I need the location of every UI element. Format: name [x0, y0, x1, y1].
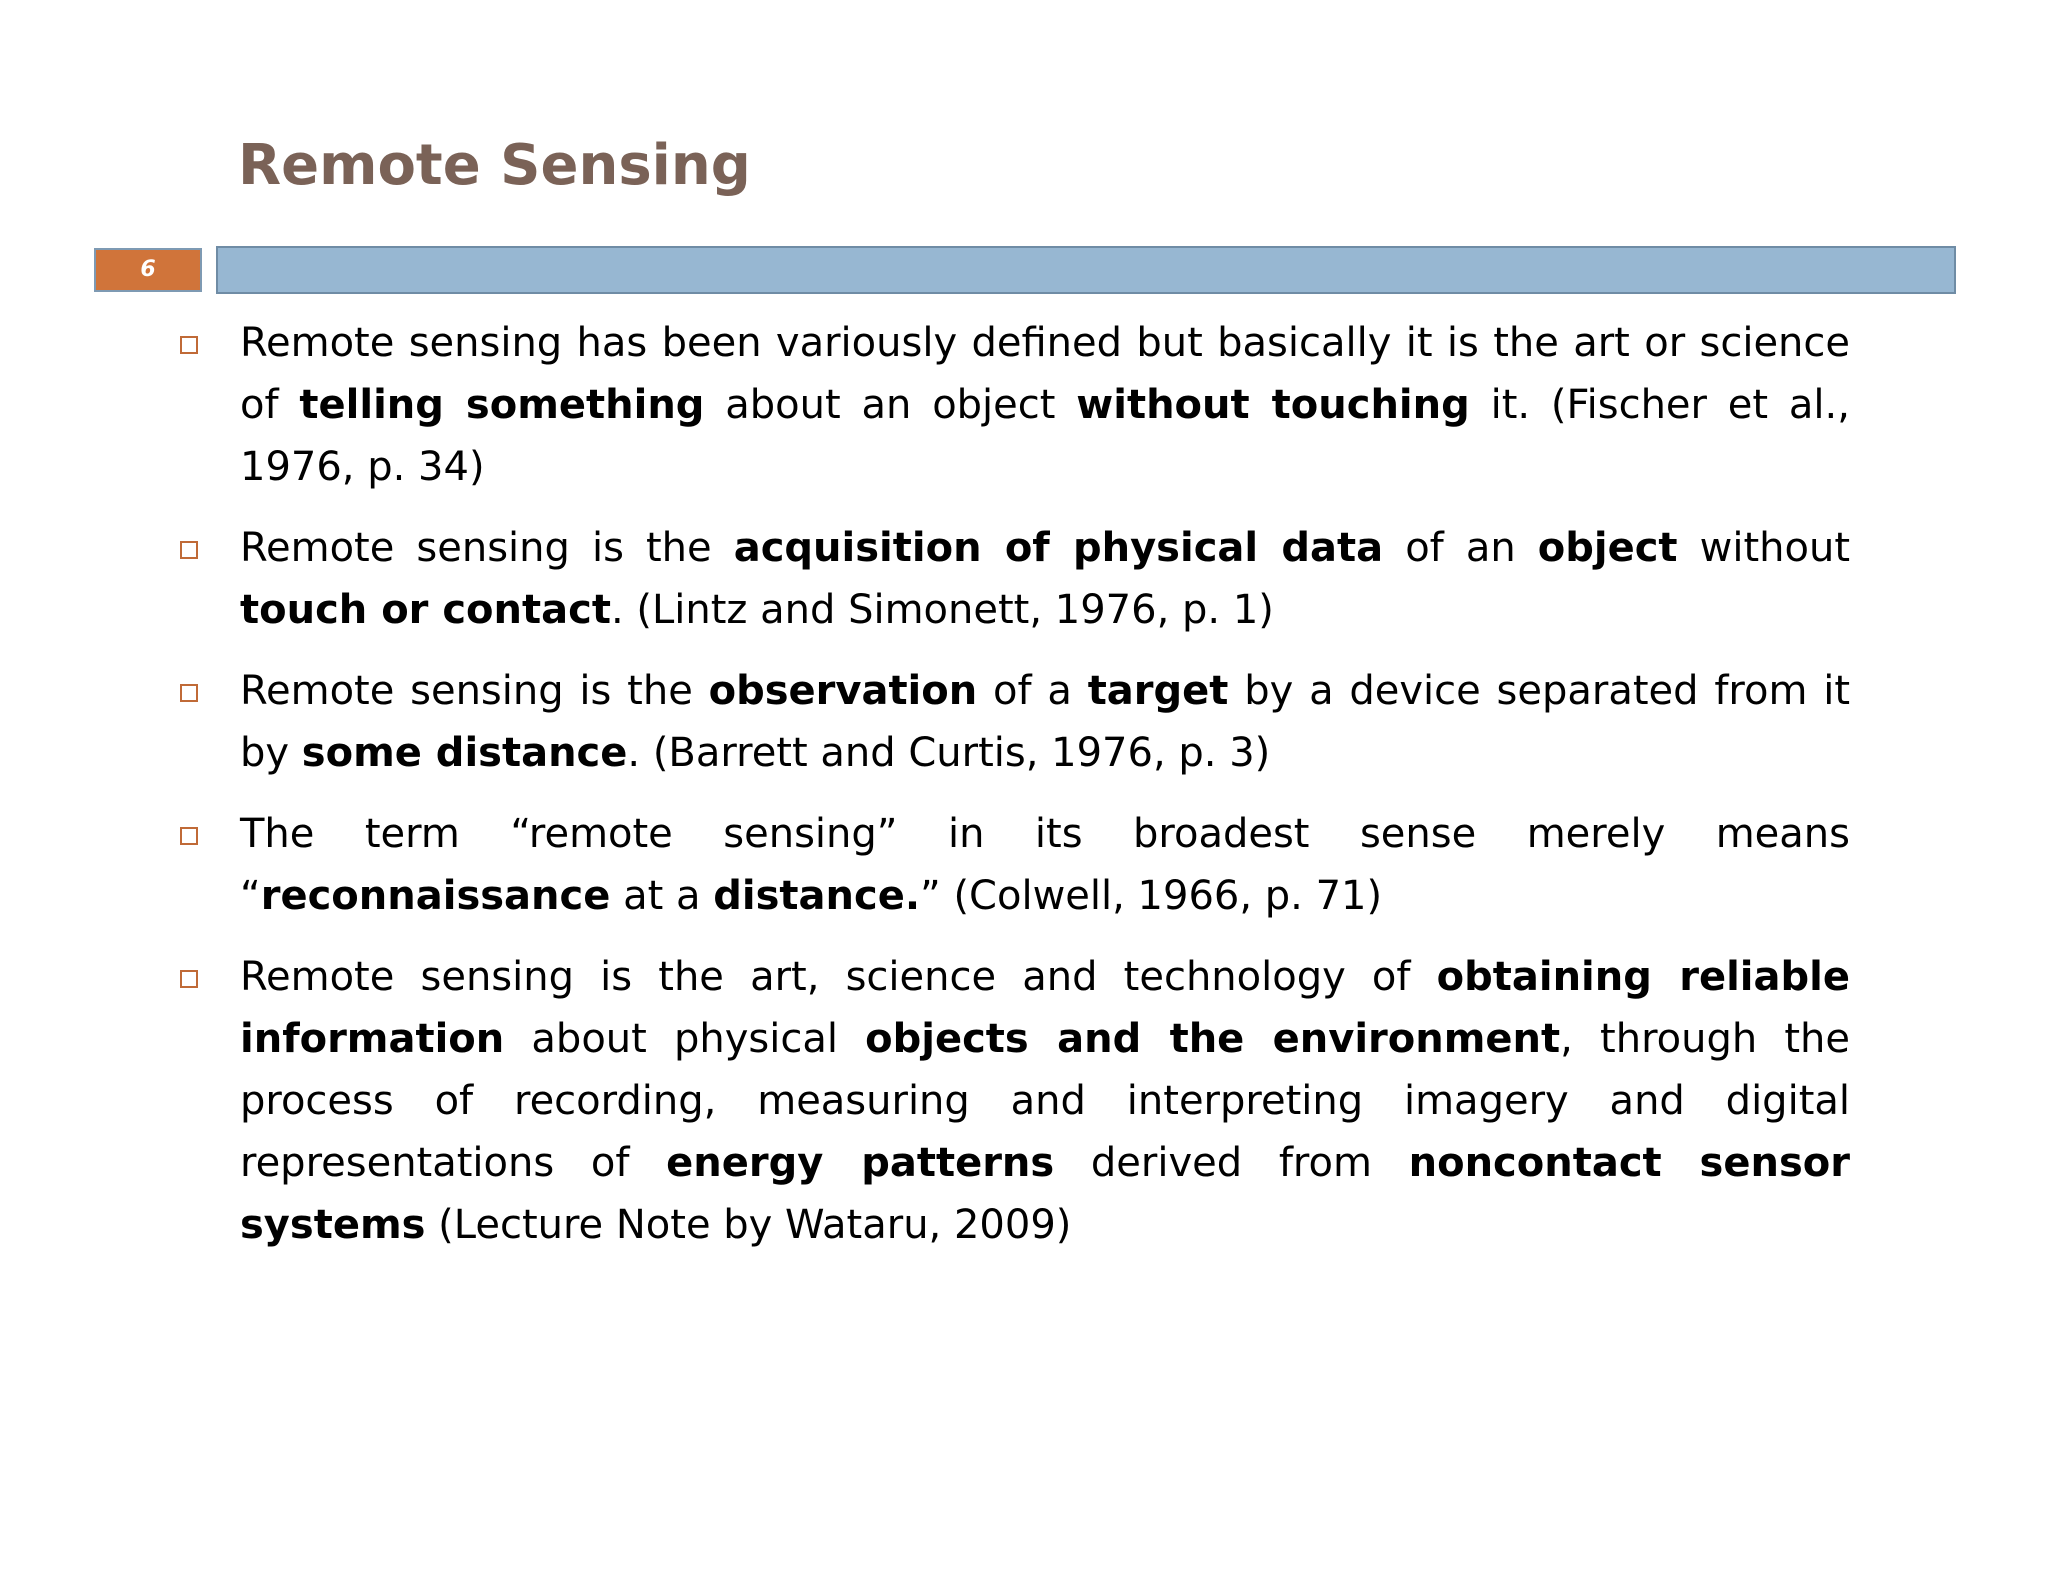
bullet-text: Remote sensing is the acquisition of physical data of an object without touch or contact. (Lintz and Simonett, 1976, p. 1)	[240, 525, 1851, 633]
bullet-item-5	[174, 946, 1850, 1256]
square-bullet-icon	[180, 970, 198, 988]
title-bar	[216, 246, 1956, 294]
bullet-item-2	[174, 517, 1850, 641]
square-bullet-icon	[180, 336, 198, 354]
bullet-item-4	[174, 803, 1850, 927]
square-bullet-icon	[180, 541, 198, 559]
bullet-text: Remote sensing is the art, science and technology of obtaining reliable information about physical objects and the environment, through the process of recording, measuring and interpreting imagery and digital representations of energy patterns derived from noncontact sensor systems (Lecture Note by Wataru, 2009)	[240, 954, 1850, 1248]
bullet-list	[174, 312, 1850, 1275]
bullet-text: Remote sensing has been variously defined but basically it is the art or science of telling something about an object without touching it. (Fischer et al., 1976, p. 34)	[240, 320, 1850, 490]
bullet-item-3	[174, 660, 1850, 784]
bullet-text: The term “remote sensing” in its broadest sense merely means “reconnaissance at a distance.” (Colwell, 1966, p. 71)	[240, 811, 1850, 919]
square-bullet-icon	[180, 684, 198, 702]
slide-number: 6	[94, 248, 202, 292]
bullet-text: Remote sensing is the observation of a target by a device separated from it by some distance. (Barrett and Curtis, 1976, p. 3)	[240, 668, 1851, 776]
square-bullet-icon	[180, 827, 198, 845]
bullet-item-1	[174, 312, 1850, 498]
slide-title: Remote Sensing	[238, 133, 751, 198]
